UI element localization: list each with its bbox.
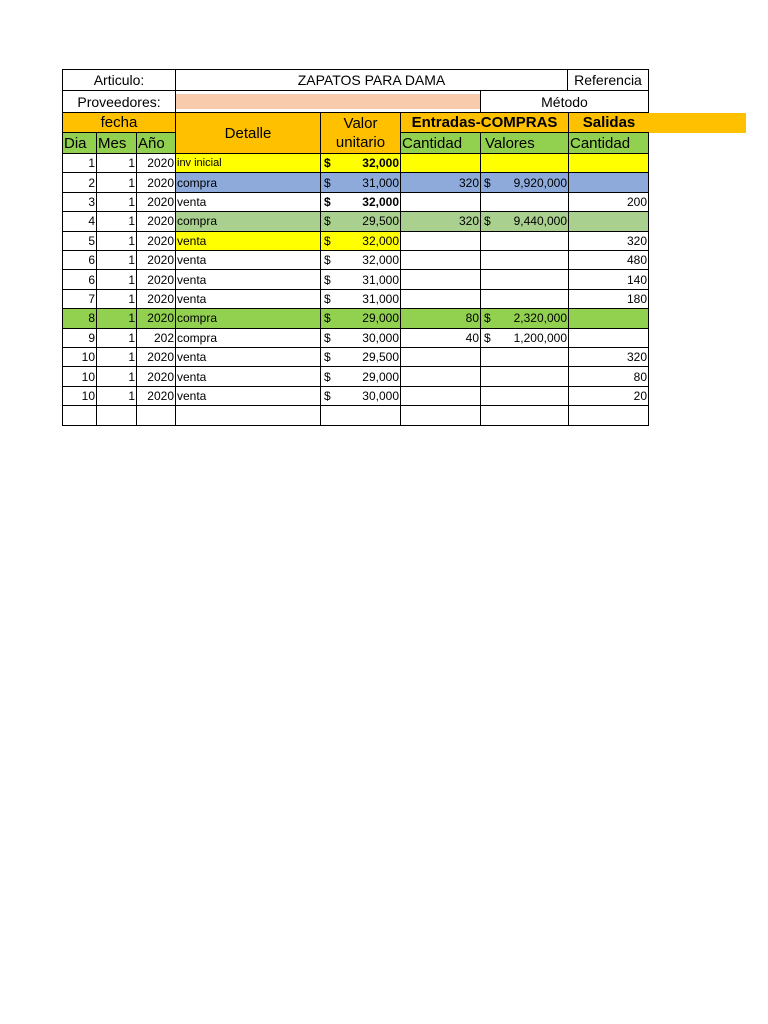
cell-mes[interactable]: 1 xyxy=(97,270,137,289)
cell-mes[interactable]: 1 xyxy=(97,193,137,212)
cell-detalle[interactable]: compra xyxy=(176,309,321,328)
amount: 32,000 xyxy=(362,194,399,209)
currency-symbol: $ xyxy=(324,311,331,326)
articulo-label[interactable]: Articulo: xyxy=(62,69,176,91)
table-row xyxy=(62,387,649,406)
cell-valor-unitario[interactable] xyxy=(321,367,401,386)
cell-dia[interactable]: 4 xyxy=(62,212,97,231)
cell-ano[interactable] xyxy=(137,406,176,425)
cell-cantidad-salida[interactable]: 320 xyxy=(569,348,649,367)
table-row xyxy=(62,329,649,348)
cantidad-in-header[interactable]: Cantidad xyxy=(401,133,481,154)
cell-ano[interactable]: 2020 xyxy=(137,212,176,231)
cell-dia[interactable]: 6 xyxy=(62,251,97,270)
cell-dia[interactable]: 6 xyxy=(62,270,97,289)
valores-header[interactable]: Valores xyxy=(481,133,569,154)
currency-symbol: $ xyxy=(324,350,331,365)
amount: 30,000 xyxy=(362,330,399,345)
amount: 31,000 xyxy=(362,272,399,287)
cell-mes[interactable]: 1 xyxy=(97,212,137,231)
amount: 29,500 xyxy=(362,214,399,229)
referencia-label[interactable]: Referencia xyxy=(568,69,649,91)
entradas-compras-header[interactable]: Entradas-COMPRAS xyxy=(401,113,569,133)
cell-cantidad-entrada[interactable] xyxy=(401,367,481,386)
cell-detalle[interactable]: venta xyxy=(176,367,321,386)
currency-symbol: $ xyxy=(324,194,331,209)
cell-dia[interactable]: 9 xyxy=(62,329,97,348)
cell-mes[interactable]: 1 xyxy=(97,232,137,251)
cell-ano[interactable]: 2020 xyxy=(137,173,176,192)
table-row xyxy=(62,232,649,251)
cell-valor-unitario[interactable] xyxy=(321,406,401,425)
valor-header-line1: Valor xyxy=(343,115,378,132)
currency-symbol: $ xyxy=(484,311,491,326)
table-row xyxy=(62,212,649,231)
amount: 9,440,000 xyxy=(513,214,567,229)
cell-cantidad-salida[interactable] xyxy=(569,173,649,192)
cell-cantidad-salida[interactable]: 480 xyxy=(569,251,649,270)
salidas-header[interactable]: Salidas xyxy=(569,113,649,133)
cell-cantidad-salida[interactable]: 20 xyxy=(569,387,649,406)
cantidad-out-header[interactable]: Cantidad xyxy=(569,133,649,154)
currency-symbol: $ xyxy=(324,233,331,248)
cell-detalle[interactable]: compra xyxy=(176,329,321,348)
amount: 32,000 xyxy=(362,253,399,268)
currency-symbol: $ xyxy=(324,175,331,190)
cell-cantidad-salida[interactable]: 180 xyxy=(569,290,649,309)
cell-valores[interactable] xyxy=(481,212,569,231)
amount: 9,920,000 xyxy=(513,175,567,190)
cell-valor-unitario[interactable] xyxy=(321,309,401,328)
cell-dia[interactable]: 8 xyxy=(62,309,97,328)
detalle-header-text: Detalle xyxy=(224,124,272,142)
cell-valor-unitario[interactable] xyxy=(321,212,401,231)
cell-cantidad-entrada[interactable] xyxy=(401,406,481,425)
cell-cantidad-salida[interactable]: 80 xyxy=(569,367,649,386)
table-row xyxy=(62,251,649,270)
cell-detalle[interactable]: venta xyxy=(176,348,321,367)
cell-mes[interactable]: 1 xyxy=(97,173,137,192)
cell-mes[interactable] xyxy=(97,406,137,425)
cell-detalle[interactable]: inv inicial xyxy=(176,154,321,173)
currency-symbol: $ xyxy=(324,156,331,171)
currency-symbol: $ xyxy=(324,388,331,403)
cell-valor-unitario[interactable] xyxy=(321,270,401,289)
cell-detalle[interactable]: venta xyxy=(176,193,321,212)
currency-symbol: $ xyxy=(324,330,331,345)
cell-cantidad-salida[interactable] xyxy=(569,154,649,173)
cell-valores[interactable] xyxy=(481,251,569,270)
cell-detalle[interactable]: venta xyxy=(176,232,321,251)
table-row xyxy=(62,290,649,309)
cell-ano[interactable]: 2020 xyxy=(137,348,176,367)
cell-valores[interactable] xyxy=(481,290,569,309)
cell-valores[interactable] xyxy=(481,367,569,386)
cell-valores[interactable] xyxy=(481,154,569,173)
cell-valores[interactable] xyxy=(481,270,569,289)
amount: 29,000 xyxy=(362,369,399,384)
cell-valor-unitario[interactable] xyxy=(321,251,401,270)
cell-ano[interactable]: 202 xyxy=(137,329,176,348)
cell-cantidad-entrada[interactable] xyxy=(401,193,481,212)
cell-cantidad-entrada[interactable] xyxy=(401,348,481,367)
cell-valores[interactable] xyxy=(481,309,569,328)
cell-ano[interactable]: 2020 xyxy=(137,309,176,328)
cell-valor-unitario[interactable] xyxy=(321,348,401,367)
header-row-articulo xyxy=(62,69,649,91)
metodo-label[interactable]: Método xyxy=(481,91,649,113)
cell-cantidad-entrada[interactable]: 80 xyxy=(401,309,481,328)
cell-ano[interactable]: 2020 xyxy=(137,387,176,406)
table-row xyxy=(62,406,649,425)
amount: 2,320,000 xyxy=(513,311,567,326)
table-row xyxy=(62,154,649,173)
table-row xyxy=(62,193,649,212)
cell-dia[interactable]: 7 xyxy=(62,290,97,309)
amount: 31,000 xyxy=(362,175,399,190)
cell-detalle[interactable] xyxy=(176,406,321,425)
cell-mes[interactable]: 1 xyxy=(97,367,137,386)
cell-ano[interactable]: 2020 xyxy=(137,367,176,386)
table-row xyxy=(62,173,649,192)
cell-ano[interactable]: 2020 xyxy=(137,232,176,251)
currency-symbol: $ xyxy=(484,214,491,229)
cell-valor-unitario[interactable] xyxy=(321,173,401,192)
cell-dia[interactable]: 2 xyxy=(62,173,97,192)
detalle-header[interactable] xyxy=(176,113,321,154)
cell-valores[interactable] xyxy=(481,232,569,251)
cell-valores[interactable] xyxy=(481,173,569,192)
cell-cantidad-salida[interactable] xyxy=(569,406,649,425)
cell-cantidad-entrada[interactable] xyxy=(401,251,481,270)
cell-ano[interactable]: 2020 xyxy=(137,251,176,270)
currency-symbol: $ xyxy=(484,175,491,190)
valor-unitario-header[interactable] xyxy=(321,113,401,154)
cell-mes[interactable]: 1 xyxy=(97,329,137,348)
table-row xyxy=(62,270,649,289)
currency-symbol: $ xyxy=(324,214,331,229)
amount: 31,000 xyxy=(362,291,399,306)
cell-valores[interactable] xyxy=(481,329,569,348)
cell-cantidad-salida[interactable]: 200 xyxy=(569,193,649,212)
proveedores-fill xyxy=(176,94,480,109)
cell-valores[interactable] xyxy=(481,193,569,212)
articulo-value[interactable]: ZAPATOS PARA DAMA xyxy=(176,69,568,91)
cell-cantidad-entrada[interactable] xyxy=(401,270,481,289)
header-row-proveedores xyxy=(62,91,649,113)
cell-mes[interactable]: 1 xyxy=(97,154,137,173)
currency-symbol: $ xyxy=(324,253,331,268)
proveedores-label[interactable]: Proveedores: xyxy=(62,91,176,113)
currency-symbol: $ xyxy=(324,291,331,306)
amount: 1,200,000 xyxy=(513,330,567,345)
cell-detalle[interactable]: compra xyxy=(176,173,321,192)
amount: 32,000 xyxy=(362,233,399,248)
cell-ano[interactable]: 2020 xyxy=(137,154,176,173)
cell-cantidad-entrada[interactable] xyxy=(401,387,481,406)
amount: 29,500 xyxy=(362,350,399,365)
cell-ano[interactable]: 2020 xyxy=(137,193,176,212)
cell-dia[interactable]: 3 xyxy=(62,193,97,212)
cell-dia[interactable] xyxy=(62,406,97,425)
currency-symbol: $ xyxy=(484,330,491,345)
cell-cantidad-entrada[interactable] xyxy=(401,232,481,251)
cell-ano[interactable]: 2020 xyxy=(137,290,176,309)
currency-symbol: $ xyxy=(324,369,331,384)
cell-detalle[interactable]: venta xyxy=(176,251,321,270)
cell-cantidad-entrada[interactable] xyxy=(401,290,481,309)
cell-valor-unitario[interactable] xyxy=(321,329,401,348)
cell-dia[interactable]: 10 xyxy=(62,367,97,386)
cell-detalle[interactable]: venta xyxy=(176,387,321,406)
cell-valores[interactable] xyxy=(481,387,569,406)
cell-valor-unitario[interactable] xyxy=(321,290,401,309)
cell-dia[interactable]: 10 xyxy=(62,348,97,367)
cell-cantidad-entrada[interactable]: 320 xyxy=(401,212,481,231)
proveedores-value[interactable] xyxy=(176,91,481,113)
table-row xyxy=(62,309,649,328)
cell-mes[interactable]: 1 xyxy=(97,251,137,270)
salidas-header-overflow xyxy=(649,113,746,133)
cell-cantidad-salida[interactable]: 140 xyxy=(569,270,649,289)
cell-valores[interactable] xyxy=(481,348,569,367)
cell-mes[interactable]: 1 xyxy=(97,348,137,367)
cell-mes[interactable]: 1 xyxy=(97,290,137,309)
cell-dia[interactable]: 1 xyxy=(62,154,97,173)
cell-detalle[interactable]: compra xyxy=(176,212,321,231)
cell-cantidad-entrada[interactable]: 320 xyxy=(401,173,481,192)
cell-mes[interactable]: 1 xyxy=(97,309,137,328)
cell-dia[interactable]: 5 xyxy=(62,232,97,251)
cell-detalle[interactable]: venta xyxy=(176,290,321,309)
amount: 29,000 xyxy=(362,311,399,326)
cell-cantidad-salida[interactable] xyxy=(569,212,649,231)
table-row xyxy=(62,348,649,367)
ano-header[interactable]: Año xyxy=(137,133,176,154)
cell-cantidad-salida[interactable] xyxy=(569,329,649,348)
cell-cantidad-salida[interactable] xyxy=(569,309,649,328)
cell-cantidad-salida[interactable]: 320 xyxy=(569,232,649,251)
cell-ano[interactable]: 2020 xyxy=(137,270,176,289)
table-row xyxy=(62,367,649,386)
cell-cantidad-entrada[interactable] xyxy=(401,154,481,173)
cell-mes[interactable]: 1 xyxy=(97,387,137,406)
cell-detalle[interactable]: venta xyxy=(176,270,321,289)
amount: 32,000 xyxy=(362,156,399,171)
fecha-header[interactable]: fecha xyxy=(62,113,176,133)
cell-valor-unitario[interactable] xyxy=(321,154,401,173)
dia-header[interactable]: Dia xyxy=(62,133,97,154)
amount: 30,000 xyxy=(362,388,399,403)
cell-valor-unitario[interactable] xyxy=(321,193,401,212)
cell-valor-unitario[interactable] xyxy=(321,232,401,251)
mes-header[interactable]: Mes xyxy=(97,133,137,154)
cell-dia[interactable]: 10 xyxy=(62,387,97,406)
cell-valor-unitario[interactable] xyxy=(321,387,401,406)
valor-header-line2: unitario xyxy=(335,134,386,151)
currency-symbol: $ xyxy=(324,272,331,287)
cell-valores[interactable] xyxy=(481,406,569,425)
cell-cantidad-entrada[interactable]: 40 xyxy=(401,329,481,348)
